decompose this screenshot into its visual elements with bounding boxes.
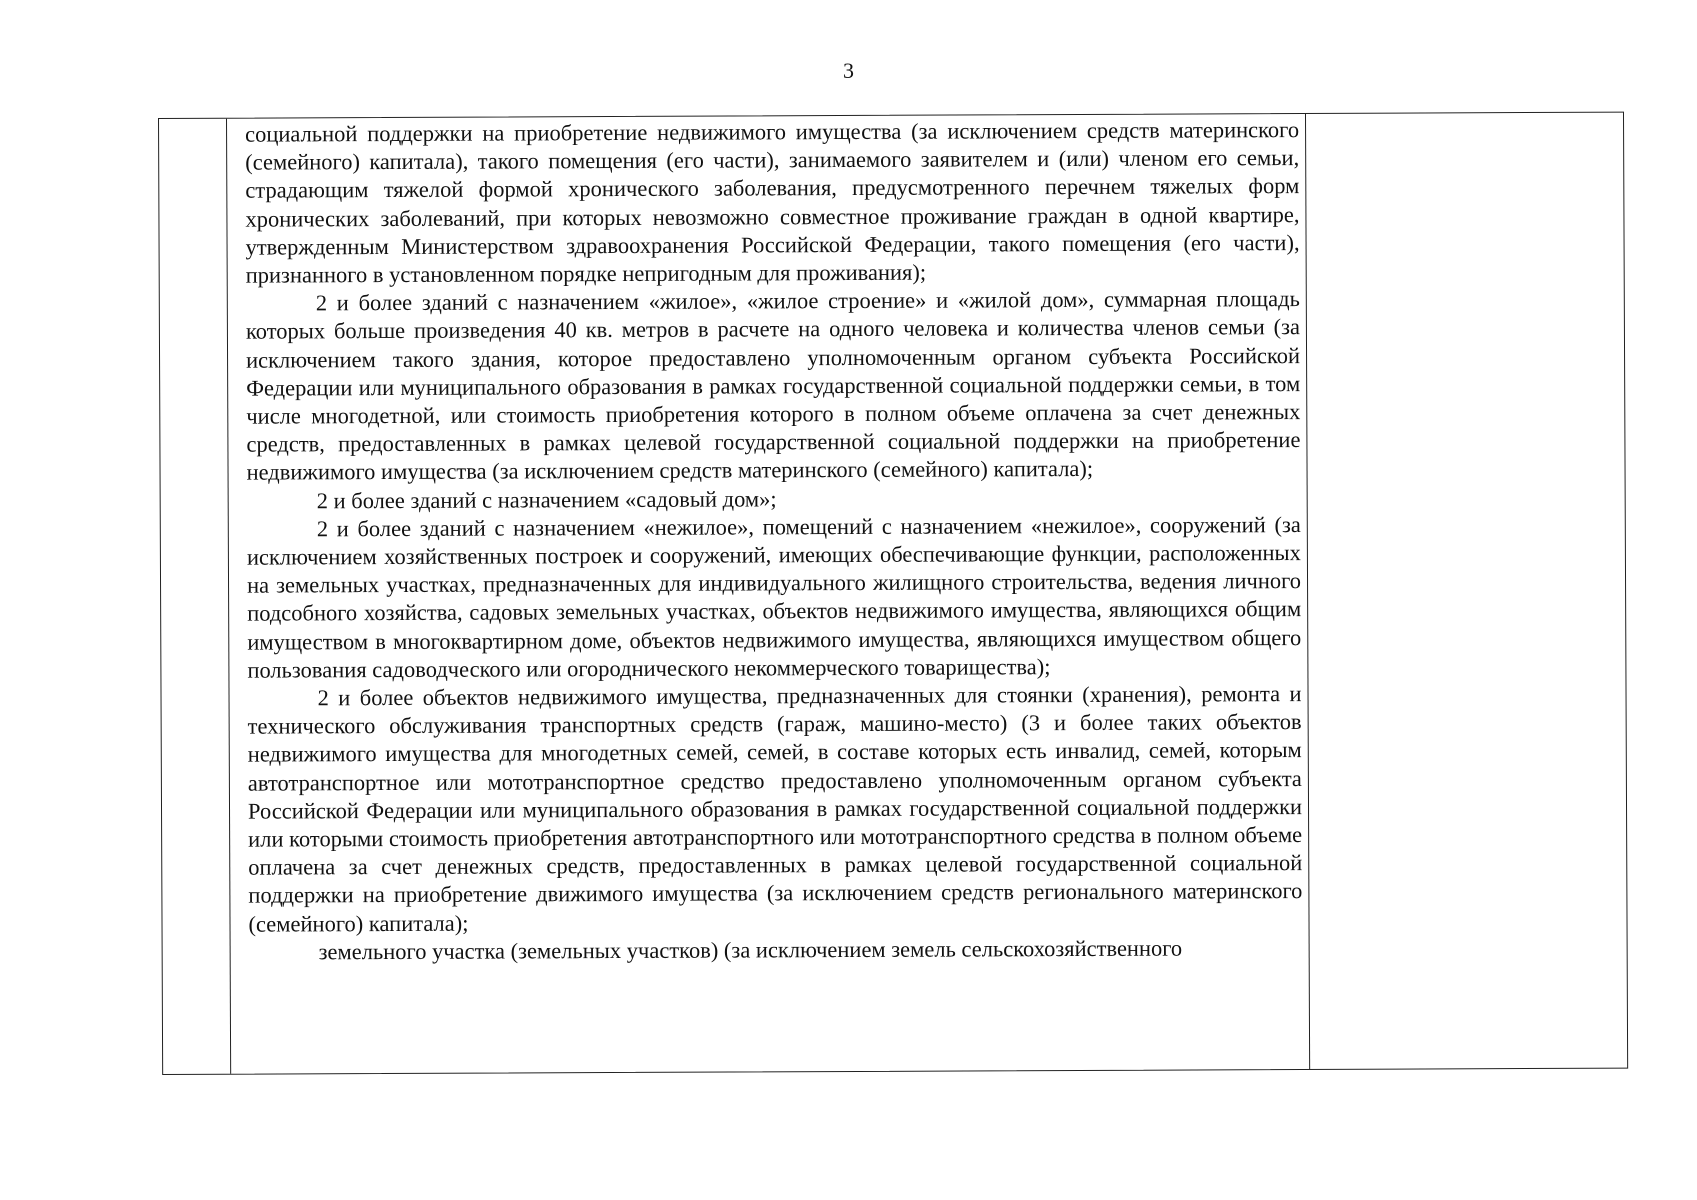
table-right-column (1305, 113, 1627, 1069)
paragraph-garden-house: 2 и более зданий с назначением «садовый дом»; (316, 485, 777, 513)
paragraph-residential-buildings: 2 и более зданий с назначением «жилое», «жилое строение» и «жилой дом», суммарная площадь которых больше произведения 40 кв. метров в расчете на одного человека и количества членов семьи (за исключением такого здания, которое предоставлено уполномоченным органом субъекта Российской Федерации или муниципального образования в рамках государственной социальной поддержки семьи, в том числе многодетной, или стоимость приобретения которого в полном объеме оплачена за счет денежных средств, предоставленных в рамках целевой государственной социальной поддержки на приобретение недвижимого имущества (за исключением средств материнского (семейного) капитала); (245, 286, 1301, 486)
paragraph-garages: 2 и более объектов недвижимого имущества, предназначенных для стоянки (хранения), ремонта и технического обслуживания транспортных средств (гараж, машино-место) (3 и более таких объектов недвижимого имущества для многодетных семей, семей, в составе которых есть инвалид, семей, которым автотранспортное или мототранспортное средство предоставлено уполномоченным органом субъекта Российской Федерации или муниципального образования в рамках государственной социальной поддержки или которыми стоимость приобретения автотранспортного или мототранспортного средства в полном объеме оплачена за счет денежных средств, предоставленных в рамках целевой государственной социальной поддержки на приобретение движимого имущества (за исключением средств регионального материнского (семейного) капитала); (247, 681, 1303, 937)
page-number: 3 (843, 58, 854, 83)
paragraph-land-plots: земельного участка (земельных участков) (за исключением земель сельскохозяйственного (318, 935, 1183, 965)
table-main-column (245, 116, 1303, 1071)
table-left-column (159, 119, 231, 1074)
paragraph-non-residential: 2 и более зданий с назначением «нежилое», помещений с назначением «нежилое», сооружений (за исключением хозяйственных построек и сооружений, имеющих обеспечивающие функции, расположенных на земельных участках, предназначенных для индивидуального жилищного строительства, ведения личного подсобного хозяйства, садовых земельных участках, объектов недвижимого имущества, являющихся общим имуществом в многоквартирном доме, объектов недвижимого имущества, являющихся имуществом общего пользования садоводческого или огороднического некоммерческого товарищества); (246, 511, 1302, 683)
paragraph-continuation: социальной поддержки на приобретение недвижимого имущества (за исключением средств материнского (семейного) капитала), такого помещения (его части), занимаемого заявителем и (или) членом его семьи, страдающим тяжелой формой хронического заболевания, предусмотренного перечнем тяжелых форм хронических заболеваний, при которых невозможно совместное проживание граждан в одной квартире, утвержденным Министерством здравоохранения Российской Федерации, такого помещения (его части), признанного в установленном порядке непригодным для проживания); (245, 117, 1300, 288)
document-table (158, 112, 1628, 1075)
